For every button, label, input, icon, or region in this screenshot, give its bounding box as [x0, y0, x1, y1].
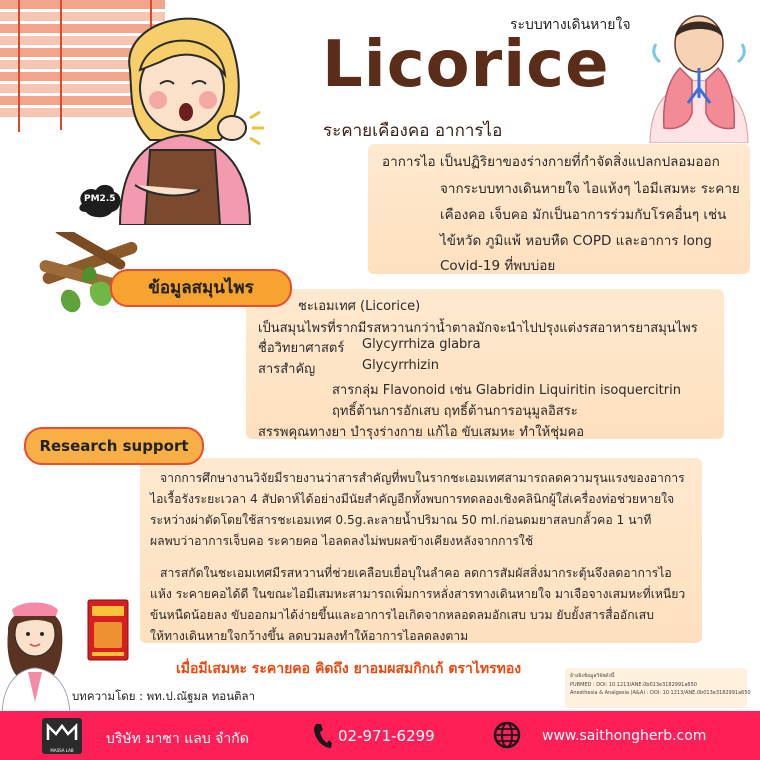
website-link[interactable]: www.saithongherb.com [542, 728, 707, 744]
active-compound-detail: สารกลุ่ม Flavonoid เช่น Glabridin Liquiritin isoquercitrin [332, 383, 681, 398]
page-subtitle: ระคายเคืองคอ อาการไอ [323, 121, 503, 141]
active-compound-label: สารสำคัญ [258, 362, 316, 377]
product-box-illustration [84, 596, 136, 666]
category-label: ระบบทางเดินหายใจ [510, 17, 631, 33]
research-line: ให้ทางเดินหายใจกว้างขึ้น ลดบวมลงทำให้อาการไอลดลงตาม [150, 629, 469, 643]
herb-info-heading: ข้อมูลสมุนไพร [110, 269, 292, 307]
article-author: บทความโดย : พท.ป.ณัฐมล ทอนติลา [72, 689, 256, 703]
research-line: ไอเรื้อรังระยะเวลา 4 สัปดาห์ได้อย่างมีนัยสำคัญอีกทั้งพบการทดลองเชิงคลินิกผู้ใส่เครื่องท่อช่วยหายใจ [150, 492, 675, 506]
pm25-label: PM2.5 [84, 194, 116, 204]
research-line: จากการศึกษางานวิจัยมีรายงานว่าสารสำคัญที่พบในรากชะเอมเทศสามารถลดความรุนแรงของอาการ [160, 471, 685, 485]
reference-item: Anesthesia & Analgesia (A&A) : DOI: 10.1213/ANE.0b013e3182991a650 [570, 690, 751, 696]
herb-properties: สรรพคุณทางยา บำรุงร่างกาย แก้ไอ ขับเสมหะ ทำให้ชุ่มคอ [258, 425, 585, 440]
research-line: แห้ง ระคายคอได้ดี ในขณะไอมีเสมหะสามารถเพิ่มการหลั่งสารทางเดินหายใจ มาเจือจางเสมหะที่เหนียว [150, 587, 686, 601]
active-compound-effects: ฤทธิ์ต้านการอักเสบ ฤทธิ์ต้านการอนุมูลอิสระ [332, 404, 578, 419]
sci-name-label: ชื่อวิทยาศาสตร์ [258, 341, 345, 356]
intro-line: Covid-19 ที่พบบ่อย [440, 258, 556, 274]
research-heading: Research support [24, 427, 204, 465]
active-compound-value: Glycyrrhizin [362, 358, 439, 373]
intro-line: จากระบบทางเดินหายใจ ไอแห้งๆ ไอมีเสมหะ ระคาย [440, 181, 740, 197]
company-logo-icon [42, 718, 82, 754]
doctor-illustration [0, 592, 75, 717]
product-slogan: เมื่อมีเสมหะ ระคายคอ คิดถึง ยาอมผสมกิกเก้ ตราไทรทอง [176, 661, 522, 677]
research-line: สารสกัดในชะเอมเทศมีรสหวานที่ช่วยเคลือบเยื่อบุในลำคอ ลดการสัมผัสสิ่งมากระตุ้นจึงลดอาการไอ [160, 566, 672, 580]
globe-icon [492, 720, 522, 750]
page-title: Licorice [322, 28, 610, 102]
references-heading: อ้างอิงข้อมูลวิจัยดังนี้ [570, 673, 615, 679]
research-line: ข้นหนืดน้อยลง ขับออกมาได้ง่ายขึ้นและอาการไอเกิดจากหลอดลมอักเสบ บวม ยับยั้งสารสื่ออักเสบ [150, 608, 654, 622]
herb-description: เป็นสมุนไพรที่รากมีรสหวานกว่าน้ำตาลมักจะนำไปปรุงแต่งรสอาหารยาสมุนไพร [258, 321, 698, 336]
herb-name: ชะเอมเทศ (Licorice) [298, 299, 421, 314]
phone-number[interactable]: 02-971-6299 [338, 727, 435, 745]
reference-item: PUBMED : DOI: 10.1213/ANE.0b013e3182991a650 [570, 682, 697, 688]
company-name: บริษัท มาซา แลบ จำกัด [106, 731, 249, 747]
research-line: ผลพบว่าอาการเจ็บคอ ระคายคอ ไอลดลงไม่พบผลข้างเคียงหลังจากการใช้ [150, 534, 534, 548]
intro-line: อาการไอ เป็นปฏิริยาของร่างกายที่กำจัดสิ่งแปลกปลอมออก [382, 154, 720, 170]
sci-name-value: Glycyrrhiza glabra [362, 337, 481, 352]
research-line: ระหว่างผ่าตัดโดยใช้สารชะเอมเทศ 0.5g.ละลายน้ำปริมาณ 50 ml.ก่อนดมยาสลบกลั้วคอ 1 นาที [150, 513, 652, 527]
lungs-illustration [640, 8, 758, 143]
phone-icon [312, 722, 332, 750]
intro-line: เคืองคอ เจ็บคอ มักเป็นอาการร่วมกับโรคอื่นๆ เช่น [440, 207, 727, 223]
intro-line: ไข้หวัด ภูมิแพ้ หอบหืด COPD และอาการ long [440, 233, 713, 249]
logo-caption: MASSA LAB [50, 748, 74, 753]
